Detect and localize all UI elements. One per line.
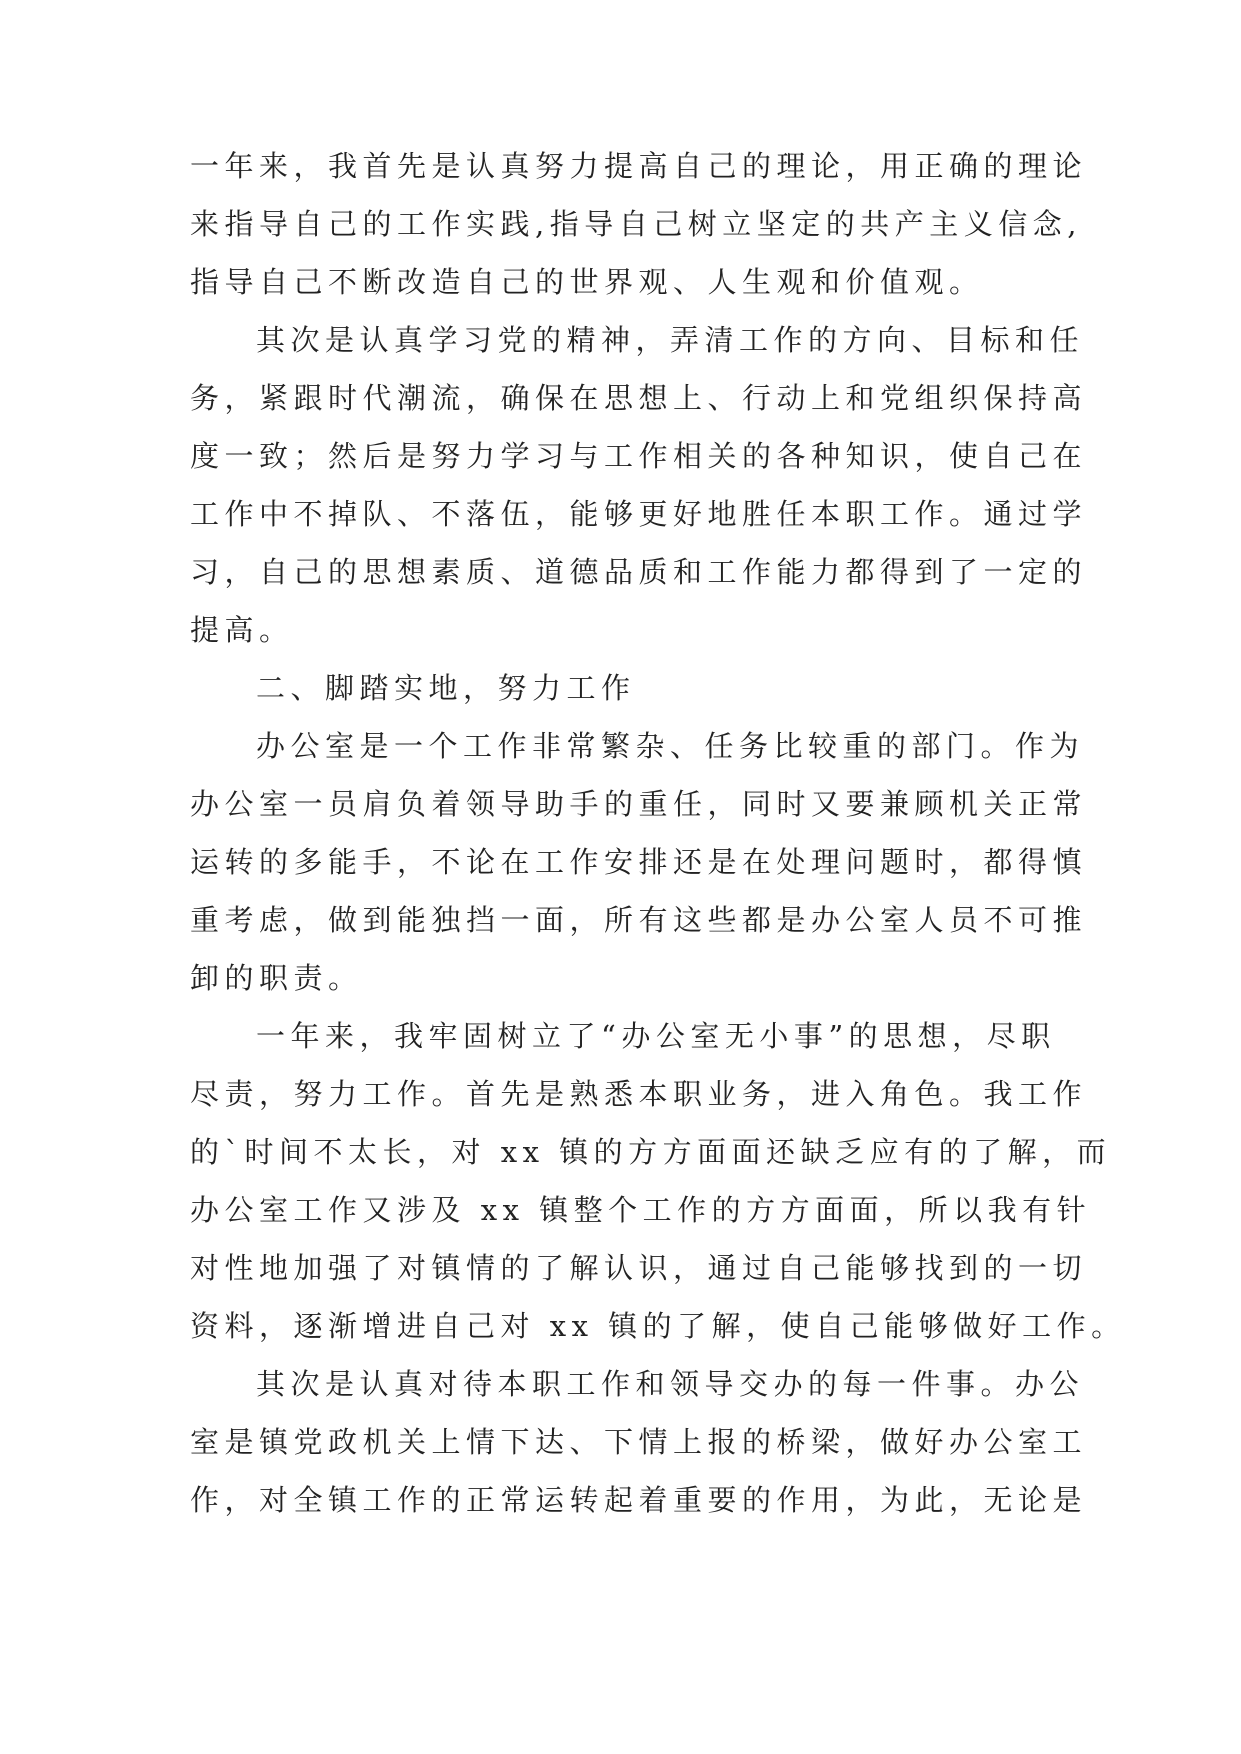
text-line: 其次是认真学习党的精神，弄清工作的方向、目标和任 [256, 323, 1085, 357]
text-line: 一年来，我牢固树立了“办公室无小事”的思想，尽职 [256, 1019, 1056, 1053]
text-line: 作，对全镇工作的正常运转起着重要的作用，为此，无论是 [190, 1483, 1088, 1517]
text-line: 的`时间不太长，对 xx 镇的方方面面还缺乏应有的了解，而 [190, 1135, 1112, 1169]
text-line: 提高。 [190, 613, 294, 647]
text-line: 办公室一员肩负着领导助手的重任，同时又要兼顾机关正常 [190, 787, 1088, 821]
text-line: 一年来，我首先是认真努力提高自己的理论，用正确的理论 [190, 149, 1088, 183]
text-line: 运转的多能手，不论在工作安排还是在处理问题时，都得慎 [190, 845, 1088, 879]
text-line: 重考虑，做到能独挡一面，所有这些都是办公室人员不可推 [190, 903, 1088, 937]
text-line: 来指导自己的工作实践,指导自己树立坚定的共产主义信念, [190, 207, 1082, 241]
text-line: 对性地加强了对镇情的了解认识，通过自己能够找到的一切 [190, 1251, 1088, 1285]
text-line: 习，自己的思想素质、道德品质和工作能力都得到了一定的 [190, 555, 1088, 589]
text-line: 资料，逐渐增进自己对 xx 镇的了解，使自己能够做好工作。 [190, 1309, 1126, 1343]
text-line: 其次是认真对待本职工作和领导交办的每一件事。办公 [256, 1367, 1085, 1401]
text-line: 卸的职责。 [190, 961, 363, 995]
text-line: 务，紧跟时代潮流，确保在思想上、行动上和党组织保持高 [190, 381, 1088, 415]
text-line: 度一致；然后是努力学习与工作相关的各种知识，使自己在 [190, 439, 1088, 473]
text-line: 指导自己不断改造自己的世界观、人生观和价值观。 [190, 265, 984, 299]
text-line: 工作中不掉队、不落伍，能够更好地胜任本职工作。通过学 [190, 497, 1088, 531]
section-heading: 二、脚踏实地，努力工作 [256, 671, 636, 705]
text-line: 办公室是一个工作非常繁杂、任务比较重的部门。作为 [256, 729, 1085, 763]
text-line: 尽责，努力工作。首先是熟悉本职业务，进入角色。我工作 [190, 1077, 1088, 1111]
text-line: 办公室工作又涉及 xx 镇整个工作的方方面面，所以我有针 [190, 1193, 1092, 1227]
text-line: 室是镇党政机关上情下达、下情上报的桥梁，做好办公室工 [190, 1425, 1088, 1459]
